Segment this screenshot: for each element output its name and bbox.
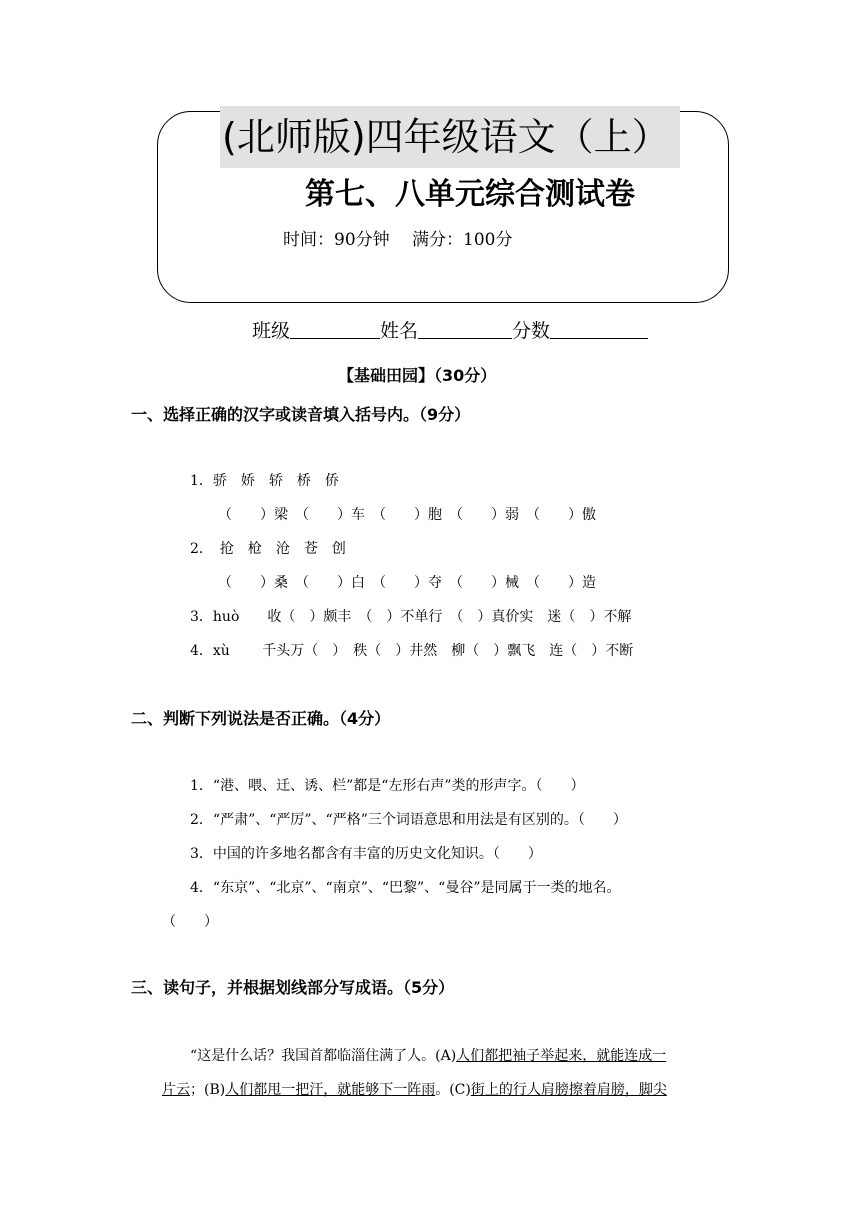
score-blank[interactable] (550, 318, 648, 339)
name-blank[interactable] (418, 318, 512, 339)
section-3-title: 三、读句子，并根据划线部分写成语。（5分） (131, 978, 455, 997)
section-3-paragraph-line-2: 片云；(B)人们都甩一把汗，就能够下一阵雨。(C)街上的行人肩膀擦着肩膀，脚尖 (162, 1082, 667, 1098)
document-title: (北师版)四年级语文（上） (220, 106, 680, 168)
section-1-title: 一、选择正确的汉字或读音填入括号内。（9分） (131, 405, 471, 424)
underlined-phrase-b: 人们都甩一把汗，就能够下一阵雨 (225, 1082, 436, 1098)
score-label: 分数 (512, 320, 551, 342)
section-2-line-5: （ ） (162, 914, 218, 930)
section-1-line-4: （ ）桑 （ ）白 （ ）夺 （ ）械 （ ）造 (218, 575, 596, 591)
name-label: 姓名 (380, 320, 419, 342)
section-2-line-4: 4．“东京”、“北京”、“南京”、“巴黎”、“曼谷”是同属于一类的地名。 (190, 880, 621, 896)
section-2-line-1: 1．“港、喂、迁、诱、栏”都是“左形右声”类的形声字。（ ） (190, 778, 585, 794)
section-1-line-2: （ ）梁 （ ）车 （ ）胞 （ ）弱 （ ）傲 (218, 507, 596, 523)
section-2-title: 二、判断下列说法是否正确。（4分） (131, 709, 391, 728)
section-1-line-5: 3．huò 收（ ）颇丰 （ ）不单行 （ ）真价实 迷（ ）不解 (190, 609, 632, 625)
section-2-line-2: 2．“严肃”、“严厉”、“严格”三个词语意思和用法是有区别的。（ ） (190, 812, 627, 828)
underlined-phrase-a: 人们都把袖子举起来，就能连成一 (456, 1048, 667, 1064)
section-1-line-6: 4．xù 千头万（ ） 秩（ ）井然 柳（ ）飘飞 连（ ）不断 (190, 643, 634, 659)
section-2-line-3: 3．中国的许多地名都含有丰富的历史文化知识。（ ） (190, 846, 542, 862)
document-subtitle: 第七、八单元综合测试卷 (305, 177, 635, 212)
part-title: 【基础田园】（30分） (338, 366, 497, 385)
underlined-phrase-a-end: 片云 (162, 1082, 190, 1098)
class-blank[interactable] (290, 318, 380, 339)
student-info-line (252, 316, 648, 346)
section-1-line-3: 2． 抢 枪 沧 苍 创 (190, 541, 346, 557)
class-label: 班级 (252, 320, 291, 342)
section-1-line-1: 1．骄 娇 轿 桥 侨 (190, 473, 339, 489)
section-3-paragraph-line-1: “这是什么话？我国首都临淄住满了人。(A)人们都把袖子举起来，就能连成一 (190, 1048, 667, 1064)
exam-time-score: 时间：90分钟 满分：100分 (283, 230, 513, 250)
underlined-phrase-c: 街上的行人肩膀擦着肩膀，脚尖 (470, 1082, 667, 1098)
